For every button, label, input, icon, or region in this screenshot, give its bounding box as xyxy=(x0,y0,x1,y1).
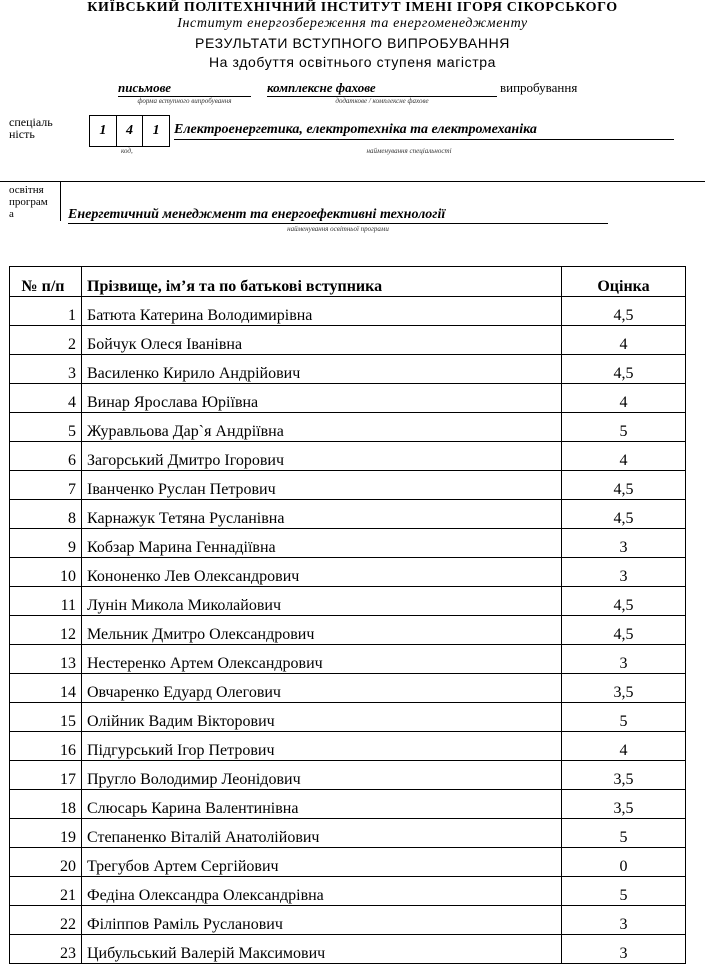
specialty-name-caption: найменування спеціальності xyxy=(366,147,452,155)
student-name: Нестеренко Артем Олександрович xyxy=(82,645,562,674)
table-row xyxy=(10,790,686,819)
exam-suffix: випробування xyxy=(500,80,578,95)
table-row xyxy=(10,297,686,326)
specialty-code-digit-1: 1 xyxy=(90,116,117,146)
student-name: Трегубов Артем Сергійович xyxy=(82,848,562,877)
row-number: 4 xyxy=(10,384,82,413)
student-name: Підгурський Ігор Петрович xyxy=(82,732,562,761)
row-number: 21 xyxy=(10,877,82,906)
student-grade: 3 xyxy=(562,558,686,587)
table-row xyxy=(10,761,686,790)
exam-form-caption: форма вступного випробування xyxy=(137,97,232,105)
student-name: Пругло Володимир Леонідович xyxy=(82,761,562,790)
table-row xyxy=(10,645,686,674)
student-name: Іванченко Руслан Петрович xyxy=(82,471,562,500)
student-grade: 4,5 xyxy=(562,500,686,529)
student-name: Філіппов Раміль Русланович xyxy=(82,906,562,935)
row-number: 10 xyxy=(10,558,82,587)
table-row xyxy=(10,848,686,877)
student-grade: 4 xyxy=(562,326,686,355)
table-row xyxy=(10,442,686,471)
row-number: 8 xyxy=(10,500,82,529)
row-number: 20 xyxy=(10,848,82,877)
student-name: Бойчук Олеся Іванівна xyxy=(82,326,562,355)
student-name: Василенко Кирило Андрійович xyxy=(82,355,562,384)
student-name: Федіна Олександра Олександрівна xyxy=(82,877,562,906)
student-name: Олійник Вадим Вікторович xyxy=(82,703,562,732)
specialty-code-digit-2: 4 xyxy=(117,116,144,146)
row-number: 15 xyxy=(10,703,82,732)
row-number: 12 xyxy=(10,616,82,645)
table-row xyxy=(10,935,686,964)
student-name: Винар Ярослава Юріївна xyxy=(82,384,562,413)
row-number: 9 xyxy=(10,529,82,558)
program-label: освітня програма xyxy=(9,184,48,220)
program-top-rule xyxy=(0,181,705,182)
student-grade: 4 xyxy=(562,442,686,471)
student-name: Кобзар Марина Геннадіївна xyxy=(82,529,562,558)
student-name: Кононенко Лев Олександрович xyxy=(82,558,562,587)
student-grade: 5 xyxy=(562,819,686,848)
header-num: № п/п xyxy=(10,267,82,297)
table-row xyxy=(10,587,686,616)
specialty-label: спеціальність xyxy=(9,115,53,141)
student-name: Загорський Дмитро Ігорович xyxy=(82,442,562,471)
program-name: Енергетичний менеджмент та енергоефективні технології xyxy=(68,206,608,224)
student-grade: 4,5 xyxy=(562,616,686,645)
student-grade: 4,5 xyxy=(562,355,686,384)
row-number: 2 xyxy=(10,326,82,355)
row-number: 11 xyxy=(10,587,82,616)
table-row xyxy=(10,906,686,935)
student-grade: 3 xyxy=(562,906,686,935)
student-name: Журавльова Дар`я Андріївна xyxy=(82,413,562,442)
specialty-name: Електроенергетика, електротехніка та електромеханіка xyxy=(174,121,674,140)
student-grade: 5 xyxy=(562,703,686,732)
header-grade: Оцінка xyxy=(562,267,686,297)
document-title: РЕЗУЛЬТАТИ ВСТУПНОГО ВИПРОБУВАННЯ xyxy=(195,35,510,51)
student-name: Мельник Дмитро Олександрович xyxy=(82,616,562,645)
student-name: Карнажук Тетяна Русланівна xyxy=(82,500,562,529)
row-number: 19 xyxy=(10,819,82,848)
exam-type-caption: додаткове / комплексне фахове xyxy=(335,97,429,105)
student-grade: 4,5 xyxy=(562,587,686,616)
table-row xyxy=(10,703,686,732)
table-header-row xyxy=(10,267,686,297)
student-grade: 3,5 xyxy=(562,761,686,790)
row-number: 23 xyxy=(10,935,82,964)
student-name: Лунін Микола Миколайович xyxy=(82,587,562,616)
table-row xyxy=(10,674,686,703)
row-number: 17 xyxy=(10,761,82,790)
table-row xyxy=(10,877,686,906)
row-number: 1 xyxy=(10,297,82,326)
student-grade: 4,5 xyxy=(562,297,686,326)
row-number: 22 xyxy=(10,906,82,935)
table-row xyxy=(10,558,686,587)
table-row xyxy=(10,819,686,848)
table-row xyxy=(10,529,686,558)
row-number: 3 xyxy=(10,355,82,384)
institute-title: Інститут енергозбереження та енергоменеджменту xyxy=(177,16,528,31)
row-number: 18 xyxy=(10,790,82,819)
program-name-caption: найменування освітньої програми xyxy=(287,225,389,233)
results-table xyxy=(9,266,686,964)
program-divider xyxy=(60,181,61,221)
table-row xyxy=(10,471,686,500)
row-number: 16 xyxy=(10,732,82,761)
student-name: Слюсарь Карина Валентинівна xyxy=(82,790,562,819)
table-row xyxy=(10,616,686,645)
student-grade: 5 xyxy=(562,413,686,442)
table-row xyxy=(10,384,686,413)
student-name: Овчаренко Едуард Олегович xyxy=(82,674,562,703)
student-grade: 3,5 xyxy=(562,674,686,703)
university-title: КИЇВСЬКИЙ ПОЛІТЕХНІЧНИЙ ІНСТИТУТ ІМЕНІ ІГОРЯ СІКОРСЬКОГО xyxy=(87,0,618,15)
row-number: 5 xyxy=(10,413,82,442)
student-name: Степаненко Віталій Анатолійович xyxy=(82,819,562,848)
header-name: Прізвище, ім’я та по батькові вступника xyxy=(82,267,562,297)
specialty-code-caption: код, xyxy=(121,147,133,155)
degree-line: На здобуття освітнього ступеня магістра xyxy=(208,54,497,70)
row-number: 7 xyxy=(10,471,82,500)
table-row xyxy=(10,500,686,529)
student-grade: 0 xyxy=(562,848,686,877)
student-grade: 3 xyxy=(562,645,686,674)
student-grade: 3 xyxy=(562,529,686,558)
student-grade: 4 xyxy=(562,384,686,413)
exam-form-value: письмове xyxy=(118,80,251,97)
table-row xyxy=(10,413,686,442)
row-number: 14 xyxy=(10,674,82,703)
exam-type-value: комплексне фахове xyxy=(267,80,497,97)
specialty-code-box xyxy=(89,115,170,147)
student-grade: 3,5 xyxy=(562,790,686,819)
row-number: 13 xyxy=(10,645,82,674)
row-number: 6 xyxy=(10,442,82,471)
student-grade: 4,5 xyxy=(562,471,686,500)
student-grade: 5 xyxy=(562,877,686,906)
student-grade: 4 xyxy=(562,732,686,761)
student-grade: 3 xyxy=(562,935,686,964)
table-row xyxy=(10,326,686,355)
student-name: Цибульський Валерій Максимович xyxy=(82,935,562,964)
specialty-code-digit-3: 1 xyxy=(152,123,160,138)
table-row xyxy=(10,355,686,384)
table-row xyxy=(10,732,686,761)
student-name: Батюта Катерина Володимирівна xyxy=(82,297,562,326)
